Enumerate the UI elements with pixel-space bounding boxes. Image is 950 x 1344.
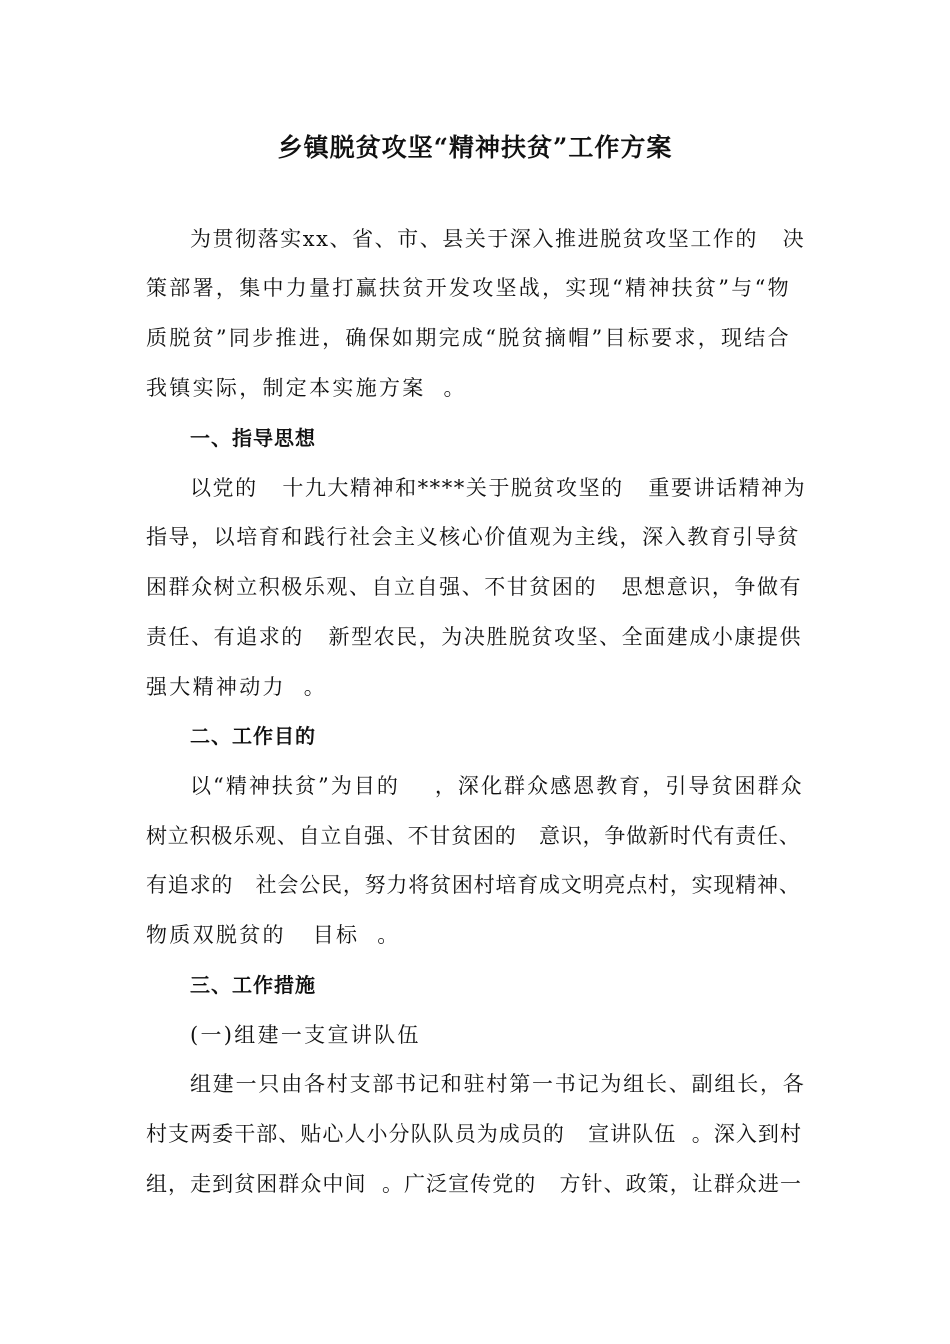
- intro-line-3: 质脱贫”同步推进，确保如期完成“脱贫摘帽”目标要求，现结合: [146, 326, 791, 350]
- intro-line-2: 策部署，集中力量打赢扶贫开发攻坚战，实现“精神扶贫”与“物: [146, 276, 791, 300]
- section2-line-3: 有追求的 社会公民，努力将贫困村培育成文明亮点村，实现精神、: [146, 873, 801, 897]
- section-heading-work-measures: 三、工作措施: [190, 973, 316, 997]
- section3-line-1: 组建一只由各村支部书记和驻村第一书记为组长、副组长，各: [190, 1072, 806, 1096]
- section-heading-guiding-ideology: 一、指导思想: [190, 426, 316, 450]
- section-heading-work-purpose: 二、工作目的: [190, 724, 316, 748]
- section1-line-3: 困群众树立积极乐观、自立自强、不甘贫困的 思想意识，争做有: [146, 575, 803, 599]
- document-title: 乡镇脱贫攻坚“精神扶贫”工作方案: [277, 133, 673, 162]
- section3-line-3: 组，走到贫困群众中间 。广泛宣传党的 方针、政策，让群众进一: [146, 1172, 803, 1196]
- section1-line-1: 以党的 十九大精神和****关于脱贫攻坚的 重要讲话精神为: [190, 476, 807, 500]
- section3-subheading: (一)组建一支宣讲队伍: [190, 1023, 421, 1047]
- section3-line-2: 村支两委干部、贴心人小分队队员为成员的 宣讲队伍 。深入到村: [146, 1122, 803, 1146]
- section2-line-2: 树立积极乐观、自立自强、不甘贫困的 意识，争做新时代有责任、: [146, 824, 801, 848]
- section2-line-4: 物质双脱贫的 目标 。: [146, 923, 401, 947]
- intro-line-4: 我镇实际，制定本实施方案 。: [146, 376, 467, 400]
- section1-line-2: 指导，以培育和践行社会主义核心价值观为主线，深入教育引导贫: [146, 525, 800, 549]
- section2-line-1: 以“精神扶贫”为目的 ，深化群众感恩教育，引导贫困群众: [190, 774, 804, 798]
- section1-line-4: 责任、有追求的 新型农民，为决胜脱贫攻坚、全面建成小康提供: [146, 625, 803, 649]
- section1-line-5: 强大精神动力 。: [146, 675, 328, 699]
- intro-line-1: 为贯彻落实xx、省、市、县关于深入推进脱贫攻坚工作的 决: [190, 227, 806, 251]
